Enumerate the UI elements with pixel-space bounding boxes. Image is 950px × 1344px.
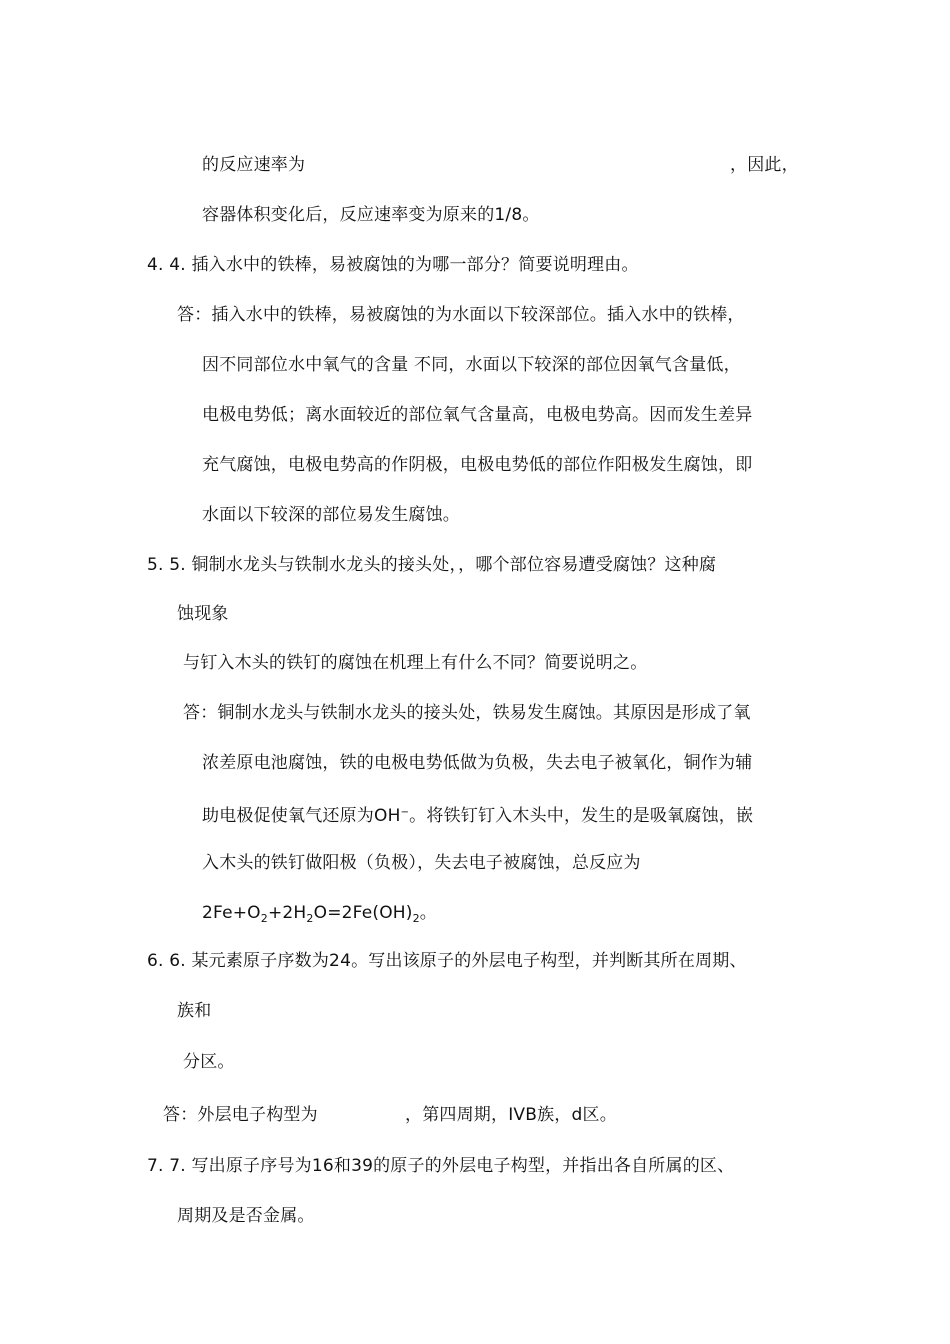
subscript: 2	[260, 912, 268, 925]
answer-5-line: 入木头的铁钉做阳极（负极），失去电子被腐蚀，总反应为	[202, 853, 641, 873]
question-5-line: 与钉入木头的铁钉的腐蚀在机理上有什么不同？简要说明之。	[183, 653, 648, 673]
superscript: −	[400, 807, 410, 818]
answer-5-line	[202, 802, 753, 827]
question-6: 6. 6. 某元素原子序数为24。写出该原子的外层电子构型，并判断其所在周期、	[147, 951, 747, 971]
answer-4-line: 电极电势低；离水面较近的部位氧气含量高，电极电势高。因而发生差异	[202, 405, 753, 425]
question-6-line: 分区。	[183, 1052, 235, 1072]
eq-part: 。	[419, 903, 437, 923]
answer-4-line: 答：插入水中的铁棒，易被腐蚀的为水面以下较深部位。插入水中的铁棒，	[177, 305, 745, 325]
answer-4-line: 水面以下较深的部位易发生腐蚀。	[202, 505, 460, 525]
question-6-line: 族和	[177, 1001, 212, 1021]
answer-4-line: 因不同部位水中氧气的含量 不同，水面以下较深的部位因氧气含量低，	[202, 355, 741, 375]
answer-5-line: 浓差原电池腐蚀，铁的电极电势低做为负极，失去电子被氧化，铜作为辅	[202, 753, 753, 773]
eq-part: 2Fe+O	[202, 903, 261, 923]
question-4: 4. 4. 插入水中的铁棒，易被腐蚀的为哪一部分？简要说明理由。	[147, 255, 639, 275]
eq-part: +2H	[267, 903, 307, 923]
text: 助电极促使氧气还原为OH	[202, 806, 401, 826]
subscript: 2	[306, 912, 314, 925]
answer-4-line: 充气腐蚀，电极电势高的作阴极，电极电势低的部位作阳极发生腐蚀，即	[202, 455, 753, 475]
subscript: 2	[412, 912, 420, 925]
text-line: ，因此，	[730, 155, 799, 175]
question-5-line: 蚀现象	[177, 604, 229, 624]
question-5: 5. 5. 铜制水龙头与铁制水龙头的接头处，，哪个部位容易遭受腐蚀？这种腐	[147, 555, 717, 575]
chemical-equation	[202, 902, 437, 930]
text-line: 容器体积变化后，反应速率变为原来的1/8。	[202, 205, 540, 225]
answer-5-line: 答：铜制水龙头与铁制水龙头的接头处，铁易发生腐蚀。其原因是形成了氧	[183, 703, 751, 723]
answer-6-line: 答：外层电子构型为	[163, 1105, 318, 1125]
eq-part: O=2Fe(OH)	[313, 903, 413, 923]
question-7-line: 周期及是否金属。	[177, 1206, 315, 1226]
answer-6-line: ，第四周期，IVB族，d区。	[405, 1105, 617, 1125]
text-line: 的反应速率为	[202, 155, 306, 175]
text: 。将铁钉钉入木头中，发生的是吸氧腐蚀，嵌	[409, 806, 754, 826]
question-7: 7. 7. 写出原子序号为16和39的原子的外层电子构型，并指出各自所属的区、	[147, 1156, 735, 1176]
